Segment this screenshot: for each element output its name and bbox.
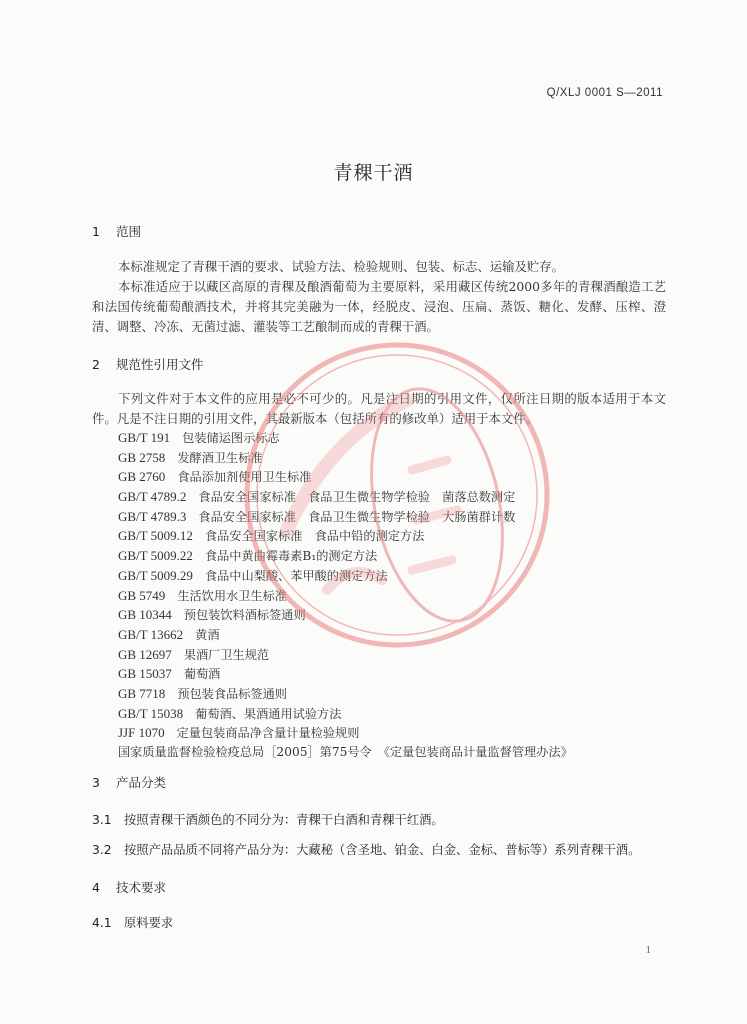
- reference-title: 生活饮用水卫生标准: [177, 588, 287, 603]
- reference-title: 食品中黄曲霉毒素B₁的测定方法: [204, 549, 378, 564]
- reference-title: 食品安全国家标准 食品卫生微生物学检验 菌落总数测定: [198, 490, 516, 505]
- reference-item: [118, 664, 573, 684]
- reference-code: GB/T 4789.3: [118, 508, 187, 524]
- reference-item-decree: [118, 743, 573, 763]
- scope-paragraph-2: 本标准适应于以藏区高原的青稞及酿酒葡萄为主要原料，采用藏区传统2000多年的青稞酒酿造工艺和法国传统葡萄酿酒技术，并将其完美融为一体，经脱皮、浸泡、压扁、蒸饭、糖化、发酵、压榨、澄清、调整、冷冻、无菌过滤、灌装等工艺酿制而成的青稞干酒。: [92, 279, 666, 334]
- section-heading-technical-requirements: [92, 878, 166, 896]
- reference-item: [118, 723, 573, 743]
- reference-code: GB/T 4789.2: [118, 489, 187, 505]
- reference-item: [118, 645, 573, 665]
- reference-item: [118, 448, 573, 468]
- section-heading-scope: [92, 222, 141, 240]
- reference-item: [118, 586, 573, 606]
- clause-number: 4.1: [92, 916, 112, 930]
- section-number: 4: [92, 880, 100, 895]
- document-title: 青稞干酒: [333, 162, 414, 184]
- reference-title: 葡萄酒: [183, 667, 221, 682]
- reference-code: GB 12697: [118, 646, 172, 662]
- clause-text: 按照青稞干酒颜色的不同分为：青稞干白酒和青稞干红酒。: [124, 813, 444, 827]
- reference-code: GB 10344: [118, 607, 172, 623]
- reference-item: [118, 467, 573, 487]
- reference-title: 葡萄酒、果酒通用试验方法: [195, 706, 342, 721]
- references-intro-paragraph: 下列文件对于本文件的应用是必不可少的。凡是注日期的引用文件，仅所注日期的版本适用于本文件。凡是不注日期的引用文件，其最新版本（包括所有的修改单）适用于本文件。: [92, 391, 666, 426]
- reference-item: [118, 684, 573, 704]
- reference-code: GB/T 5009.29: [118, 567, 193, 583]
- clause-3-2: [92, 840, 640, 858]
- reference-title: 食品中山梨酸、苯甲酸的测定方法: [204, 568, 388, 583]
- reference-item: [118, 526, 573, 546]
- reference-item: [118, 625, 573, 645]
- reference-list: [118, 428, 573, 763]
- reference-code: GB 15037: [118, 666, 172, 682]
- reference-item: [118, 507, 573, 527]
- clause-4-1: [92, 913, 173, 931]
- reference-item: [118, 428, 573, 448]
- reference-code: GB/T 191: [118, 430, 171, 445]
- section-number: 2: [92, 357, 100, 372]
- reference-title: 果酒厂卫生规范: [183, 647, 270, 662]
- section-heading-normative-references: [92, 355, 204, 373]
- reference-title: 食品安全国家标准 食品卫生微生物学检验 大肠菌群计数: [198, 509, 516, 524]
- scope-paragraph-1: 本标准规定了青稞干酒的要求、试验方法、检验规则、包装、标志、运输及贮存。: [118, 259, 565, 274]
- section-title: 技术要求: [116, 880, 167, 895]
- section-title: 规范性引用文件: [116, 357, 204, 372]
- reference-code: GB 2760: [118, 469, 166, 485]
- section-heading-product-classification: [92, 773, 166, 791]
- section-title: 范围: [116, 224, 142, 239]
- reference-code: GB/T 5009.22: [118, 548, 193, 564]
- reference-title: 包装储运图示标志: [182, 431, 280, 445]
- reference-title: 定量包装商品净含量计量检验规则: [176, 726, 360, 741]
- reference-title: 国家质量监督检验检疫总局［2005］第75号令 《定量包装商品计量监督管理办法》: [118, 745, 573, 759]
- reference-item: [118, 487, 573, 507]
- clause-text: 原料要求: [124, 916, 174, 930]
- reference-title: 预包装食品标签通则: [177, 686, 287, 701]
- page-number: 1: [645, 944, 651, 956]
- section-number: 3: [92, 775, 100, 790]
- reference-item: [118, 704, 573, 724]
- clause-text: 按照产品品质不同将产品分为：大藏秘（含圣地、铂金、白金、金标、普标等）系列青稞干酒。: [124, 843, 641, 857]
- section-title: 产品分类: [116, 775, 167, 790]
- reference-title: 预包装饮料酒标签通则: [183, 608, 306, 623]
- reference-title: 发酵酒卫生标准: [177, 450, 263, 465]
- reference-code: GB/T 15038: [118, 705, 184, 721]
- clause-3-1: [92, 810, 444, 828]
- reference-item: [118, 566, 573, 586]
- reference-item: [118, 546, 573, 566]
- reference-title: 黄酒: [195, 627, 220, 642]
- reference-item: [118, 605, 573, 625]
- reference-code: GB 5749: [118, 587, 166, 603]
- reference-code: GB/T 13662: [118, 626, 184, 642]
- clause-number: 3.1: [92, 813, 112, 827]
- reference-code: GB 7718: [118, 685, 166, 701]
- reference-code: GB/T 5009.12: [118, 528, 193, 544]
- clause-number: 3.2: [92, 843, 112, 857]
- section-number: 1: [92, 224, 100, 239]
- reference-title: 食品安全国家标准 食品中铅的测定方法: [204, 529, 425, 544]
- reference-title: 食品添加剂使用卫生标准: [177, 470, 312, 485]
- reference-code: GB 2758: [118, 449, 166, 465]
- reference-code: JJF 1070: [118, 725, 165, 741]
- standard-code: Q/XLJ 0001 S—2011: [546, 87, 663, 99]
